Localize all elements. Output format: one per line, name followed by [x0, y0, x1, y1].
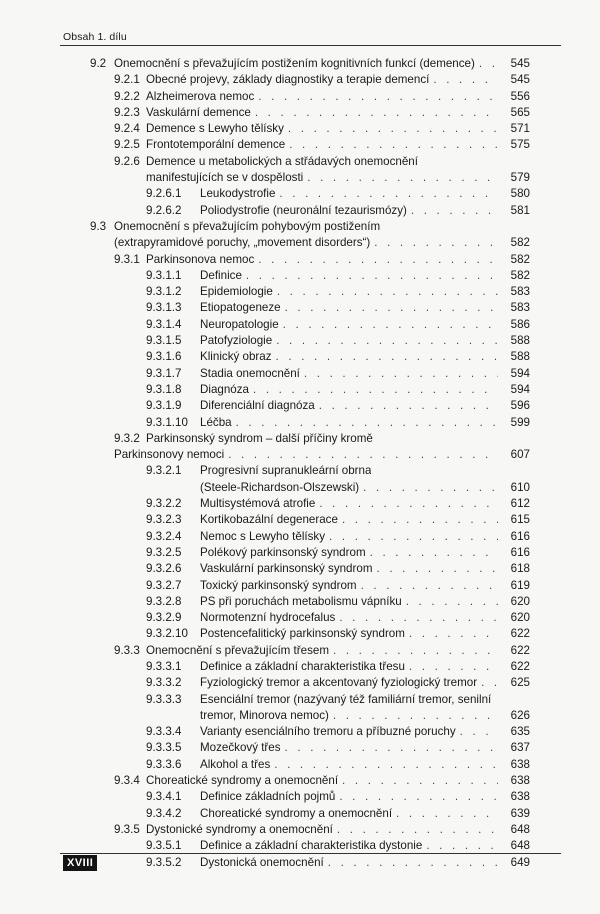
toc-dot-leader	[329, 708, 498, 724]
toc-entry-number: 9.3.5.1	[146, 839, 182, 853]
toc-entry	[90, 822, 530, 838]
toc-entry	[90, 855, 530, 871]
toc-entry-number: 9.3.2.2	[146, 497, 182, 511]
toc-entry-page: 616	[510, 545, 530, 559]
toc-entry-page: 588	[510, 350, 530, 364]
toc-entry-page: 648	[510, 839, 530, 853]
toc-dot-leader	[279, 317, 498, 333]
toc-entry-page: 581	[510, 203, 530, 217]
toc-entry-number: 9.3.1.7	[146, 366, 182, 380]
toc-entry	[90, 675, 530, 691]
toc-dot-leader	[272, 349, 498, 365]
toc-dot-leader	[251, 105, 498, 121]
toc-entry-title: Léčba	[200, 415, 232, 429]
toc-entry-title: Kortikobazální degenerace	[200, 513, 338, 527]
toc-entry	[90, 284, 530, 300]
toc-entry-number: 9.3.3.6	[146, 757, 182, 771]
toc-entry	[90, 806, 530, 822]
toc-entry	[90, 203, 530, 219]
toc-entry	[90, 724, 530, 740]
toc-dot-leader	[224, 447, 498, 463]
toc-entry-number: 9.3.2.4	[146, 529, 182, 543]
toc-dot-leader	[407, 203, 498, 219]
toc-entry-page: 635	[510, 725, 530, 739]
header-rule	[60, 45, 561, 46]
toc-entry-title: Parkinsonský syndrom – další příčiny kromě	[146, 431, 373, 445]
toc-entry-page: 619	[510, 578, 530, 592]
toc-entry-page: 599	[510, 415, 530, 429]
toc-entry-title: Polékový parkinsonský syndrom	[200, 545, 366, 559]
toc-entry	[90, 610, 530, 626]
toc-dot-leader	[270, 757, 498, 773]
toc-entry	[90, 773, 530, 789]
toc-entry	[90, 382, 530, 398]
toc-entry-number: 9.2.1	[114, 73, 140, 87]
toc-entry-page: 622	[510, 627, 530, 641]
toc-entry-page: 618	[510, 562, 530, 576]
toc-entry-number: 9.3.1.9	[146, 399, 182, 413]
page-number-badge: XVIII	[63, 855, 97, 871]
toc-entry	[90, 105, 530, 121]
toc-entry-page: 648	[510, 822, 530, 836]
toc-entry	[90, 431, 530, 447]
toc-entry-number: 9.3.3.1	[146, 659, 182, 673]
toc-dot-leader	[273, 284, 498, 300]
toc-entry	[90, 643, 530, 659]
toc-entry-number: 9.3.4.2	[146, 806, 182, 820]
toc-entry-page: 620	[510, 611, 530, 625]
toc-entry-title: Normotenzní hydrocefalus	[200, 611, 336, 625]
toc-entry	[90, 447, 530, 463]
toc-entry	[90, 415, 530, 431]
toc-entry-number: 9.3.2	[114, 431, 140, 445]
toc-dot-leader	[335, 610, 498, 626]
toc-entry-title: Diferenciální diagnóza	[200, 399, 315, 413]
toc-entry	[90, 692, 530, 708]
toc-entry-page: 612	[510, 497, 530, 511]
toc-entry	[90, 154, 530, 170]
toc-entry-page: 583	[510, 301, 530, 315]
toc-entry-page: 556	[510, 89, 530, 103]
toc-dot-leader	[300, 366, 498, 382]
toc-entry-title: Definice základních pojmů	[200, 790, 336, 804]
toc-entry	[90, 186, 530, 202]
toc-entry	[90, 56, 530, 72]
toc-entry-number: 9.3	[90, 219, 107, 233]
toc-entry-page: 625	[510, 676, 530, 690]
toc-entry-number: 9.3.1.2	[146, 285, 182, 299]
toc-entry	[90, 757, 530, 773]
toc-entry-title: Alkohol a třes	[200, 757, 271, 771]
toc-dot-leader	[402, 594, 498, 610]
toc-entry-title: (Steele-Richardson-Olszewski)	[200, 480, 360, 494]
toc-entry-page: 638	[510, 774, 530, 788]
toc-entry-title: Neuropatologie	[200, 317, 279, 331]
toc-entry	[90, 398, 530, 414]
toc-entry-number: 9.3.2.6	[146, 562, 182, 576]
toc-dot-leader	[272, 333, 498, 349]
toc-dot-leader	[405, 626, 498, 642]
toc-entry-title: tremor, Minorova nemoc)	[200, 708, 329, 722]
toc-entry-page: 583	[510, 285, 530, 299]
toc-entry-title: Leukodystrofie	[200, 187, 276, 201]
toc-entry-page: 565	[510, 105, 530, 119]
toc-dot-leader	[357, 578, 498, 594]
toc-entry	[90, 89, 530, 105]
toc-entry-number: 9.3.2.5	[146, 545, 182, 559]
toc-dot-leader	[392, 806, 498, 822]
toc-entry-title: PS při poruchách metabolismu vápníku	[200, 594, 402, 608]
toc-entry-number: 9.2.2	[114, 89, 140, 103]
toc-entry-number: 9.3.2.8	[146, 594, 182, 608]
toc-entry-title: Onemocnění s převažujícím třesem	[146, 643, 329, 657]
toc-entry	[90, 170, 530, 186]
toc-entry-number: 9.3.2.9	[146, 611, 182, 625]
toc-entry	[90, 740, 530, 756]
toc-entry-page: 594	[510, 382, 530, 396]
toc-entry-title: Dystonická onemocnění	[200, 855, 324, 869]
toc-dot-leader	[366, 545, 498, 561]
toc-entry	[90, 545, 530, 561]
toc-entry-title: Etiopatogeneze	[200, 301, 281, 315]
toc-entry-page: 639	[510, 806, 530, 820]
toc-entry-number: 9.3.4	[114, 774, 140, 788]
toc-entry-number: 9.3.1.6	[146, 350, 182, 364]
toc-dot-leader	[359, 480, 498, 496]
toc-entry-title: Stadia onemocnění	[200, 366, 300, 380]
toc-entry-number: 9.3.3.5	[146, 741, 182, 755]
toc-entry-page: 649	[510, 855, 530, 869]
toc-entry	[90, 561, 530, 577]
toc-entry-title: Diagnóza	[200, 382, 249, 396]
toc-entry-title: Poliodystrofie (neuronální tezaurismózy)	[200, 203, 407, 217]
toc-entry-number: 9.3.1.1	[146, 268, 182, 282]
toc-entry-title: Onemocnění s převažujícím postižením kognitivních funkcí (demence)	[114, 57, 475, 70]
toc-entry-title: Parkinsonova nemoc	[146, 252, 255, 266]
toc-entry	[90, 366, 530, 382]
toc-dot-leader	[333, 822, 498, 838]
toc-entry-number: 9.2.4	[114, 122, 140, 136]
toc-entry-title: Nemoc s Lewyho tělísky	[200, 529, 326, 543]
toc-entry-title: Parkinsonovy nemoci	[114, 448, 225, 462]
toc-entry-page: 626	[510, 708, 530, 722]
toc-entry-number: 9.3.2.7	[146, 578, 182, 592]
toc-dot-leader	[405, 659, 498, 675]
toc-dot-leader	[325, 529, 498, 545]
toc-entry-number: 9.2.5	[114, 138, 140, 152]
toc-dot-leader	[338, 512, 498, 528]
toc-dot-leader	[281, 300, 498, 316]
toc-entry	[90, 463, 530, 479]
toc-dot-leader	[281, 740, 498, 756]
toc-dot-leader	[242, 268, 498, 284]
toc-entry-title: Progresivní supranukleární obrna	[200, 464, 372, 478]
toc-entry-title: manifestujících se v dospělosti	[146, 171, 304, 185]
toc-dot-leader	[456, 724, 498, 740]
toc-entry	[90, 121, 530, 137]
toc-dot-leader	[324, 855, 498, 871]
toc-entry-title: Dystonické syndromy a onemocnění	[146, 822, 333, 836]
toc-dot-leader	[372, 561, 498, 577]
toc-entry	[90, 512, 530, 528]
toc-entry-page: 579	[510, 171, 530, 185]
toc-entry-title: Choreatické syndromy a onemocnění	[146, 774, 339, 788]
toc-entry-title: Klinický obraz	[200, 350, 272, 364]
toc-dot-leader	[477, 675, 498, 691]
toc-entry	[90, 594, 530, 610]
toc-dot-leader	[303, 170, 498, 186]
toc-entry-number: 9.3.2.3	[146, 513, 182, 527]
toc-entry-number: 9.3.1	[114, 252, 140, 266]
toc-entry-title: Postencefalitický parkinsonský syndrom	[200, 627, 405, 641]
toc-entry-number: 9.3.1.10	[146, 415, 188, 429]
toc-entry-title: Epidemiologie	[200, 285, 273, 299]
toc-dot-leader	[335, 789, 498, 805]
toc-entry-title: Obecné projevy, základy diagnostiky a terapie demencí	[146, 73, 430, 87]
toc-entry	[90, 496, 530, 512]
toc-entry-page: 594	[510, 366, 530, 380]
toc-dot-leader	[329, 643, 498, 659]
toc-entry-title: Varianty esenciálního tremoru a příbuzné poruchy	[200, 725, 456, 739]
toc-entry-number: 9.3.2.1	[146, 464, 182, 478]
toc-entry	[90, 480, 530, 496]
toc-entry	[90, 349, 530, 365]
running-header: Obsah 1. dílu	[63, 31, 127, 43]
toc-dot-leader	[315, 398, 498, 414]
toc-entry-title: Definice a základní charakteristika dystonie	[200, 839, 423, 853]
toc-entry-title: Onemocnění s převažujícím pohybovým postižením	[114, 219, 381, 233]
toc-entry-number: 9.3.3.3	[146, 692, 182, 706]
toc-entry-number: 9.2.6.2	[146, 203, 182, 217]
toc-entry-title: (extrapyramidové poruchy, „movement disorders“)	[114, 236, 371, 250]
toc-entry-page: 637	[510, 741, 530, 755]
toc-entry	[90, 235, 530, 251]
toc-entry-number: 9.2	[90, 57, 107, 70]
toc-entry-page: 638	[510, 790, 530, 804]
toc-entry-title: Patofyziologie	[200, 334, 273, 348]
toc-entry	[90, 659, 530, 675]
toc-entry-title: Vaskulární parkinsonský syndrom	[200, 562, 373, 576]
toc-dot-leader	[254, 252, 498, 268]
toc-dot-leader	[370, 235, 498, 251]
toc-entry	[90, 268, 530, 284]
toc-entry-title: Multisystémová atrofie	[200, 497, 316, 511]
toc-dot-leader	[284, 121, 498, 137]
toc-entry	[90, 333, 530, 349]
toc-dot-leader	[285, 137, 498, 153]
footer-rule	[60, 853, 561, 854]
toc-entry-number: 9.3.3.2	[146, 676, 182, 690]
toc-entry-page: 638	[510, 757, 530, 771]
toc-entry	[90, 317, 530, 333]
toc-entry-page: 575	[510, 138, 530, 152]
toc-entry-title: Definice	[200, 268, 242, 282]
toc-entry-page: 607	[510, 448, 530, 462]
toc-entry-title: Alzheimerova nemoc	[146, 89, 255, 103]
toc-entry	[90, 578, 530, 594]
toc-entry-number: 9.2.3	[114, 105, 140, 119]
toc-entry-number: 9.3.3	[114, 643, 140, 657]
toc-dot-leader	[338, 773, 498, 789]
toc-entry-page: 580	[510, 187, 530, 201]
toc-entry-title: Toxický parkinsonský syndrom	[200, 578, 357, 592]
toc-entry-number: 9.2.6.1	[146, 187, 182, 201]
toc-entry-number: 9.3.1.3	[146, 301, 182, 315]
toc-entry-number: 9.3.2.10	[146, 627, 188, 641]
toc-entry-page: 622	[510, 659, 530, 673]
toc-entry-number: 9.3.1.5	[146, 334, 182, 348]
toc-entry-number: 9.3.3.4	[146, 725, 182, 739]
toc-entry	[90, 789, 530, 805]
toc-entry-page: 615	[510, 513, 530, 527]
toc-entry-page: 545	[510, 73, 530, 87]
toc-entry-title: Vaskulární demence	[146, 105, 251, 119]
toc-entry-number: 9.3.4.1	[146, 790, 182, 804]
toc-entry-title: Definice a základní charakteristika třesu	[200, 659, 405, 673]
toc-entry-title: Fyziologický tremor a akcentovaný fyziologický tremor	[200, 676, 478, 690]
toc-dot-leader	[475, 56, 498, 72]
toc-entry	[90, 708, 530, 724]
toc-entry-number: 9.2.6	[114, 154, 140, 168]
toc-entry-page: 586	[510, 317, 530, 331]
toc-entry-page: 610	[510, 480, 530, 494]
table-of-contents	[90, 56, 530, 871]
toc-entry-page: 596	[510, 399, 530, 413]
toc-entry-title: Demence u metabolických a střádavých onemocnění	[146, 154, 418, 168]
toc-entry	[90, 529, 530, 545]
toc-entry-page: 622	[510, 643, 530, 657]
toc-entry	[90, 300, 530, 316]
toc-entry-page: 582	[510, 268, 530, 282]
toc-dot-leader	[254, 89, 498, 105]
toc-entry-page: 582	[510, 252, 530, 266]
toc-dot-leader	[315, 496, 498, 512]
toc-entry-title: Frontotemporální demence	[146, 138, 286, 152]
toc-entry-title: Demence s Lewyho tělísky	[146, 122, 284, 136]
toc-entry-page: 588	[510, 334, 530, 348]
toc-entry-title: Choreatické syndromy a onemocnění	[200, 806, 393, 820]
toc-dot-leader	[232, 415, 498, 431]
toc-dot-leader	[429, 72, 498, 88]
toc-entry-page: 620	[510, 594, 530, 608]
toc-entry-page: 582	[510, 236, 530, 250]
toc-entry-page: 616	[510, 529, 530, 543]
toc-entry	[90, 252, 530, 268]
toc-entry-number: 9.3.5	[114, 822, 140, 836]
toc-dot-leader	[249, 382, 498, 398]
toc-entry-number: 9.3.1.8	[146, 382, 182, 396]
toc-entry	[90, 626, 530, 642]
toc-entry	[90, 72, 530, 88]
toc-entry-page: 545	[510, 57, 530, 70]
toc-entry-number: 9.3.5.2	[146, 855, 182, 869]
toc-entry	[90, 219, 530, 235]
toc-entry-title: Esenciální tremor (nazývaný též familiární tremor, senilní	[200, 692, 492, 706]
toc-entry-title: Mozečkový třes	[200, 741, 281, 755]
toc-entry-page: 571	[510, 122, 530, 136]
toc-entry	[90, 137, 530, 153]
toc-entry-number: 9.3.1.4	[146, 317, 182, 331]
toc-dot-leader	[275, 186, 498, 202]
